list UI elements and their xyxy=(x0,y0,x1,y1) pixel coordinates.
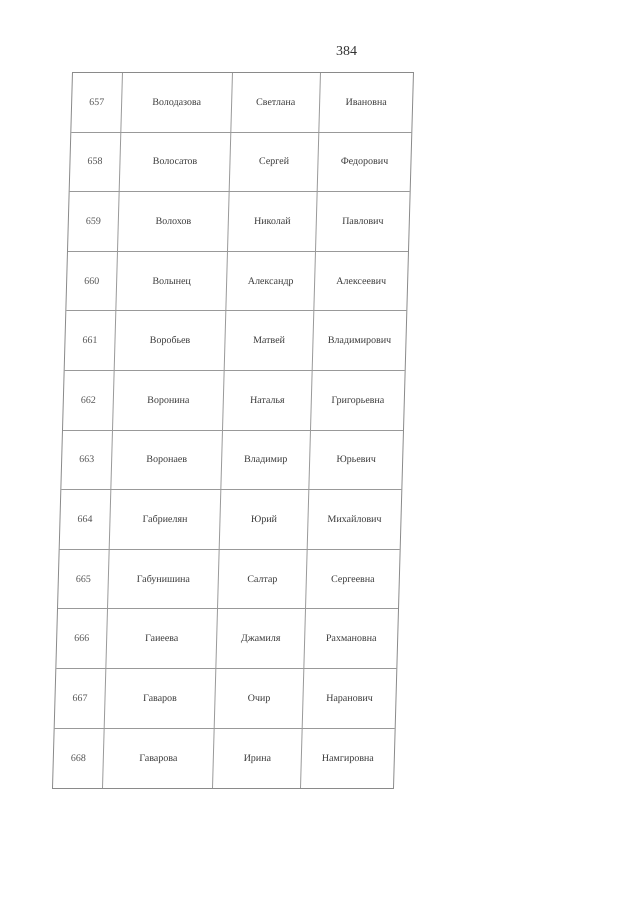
patronymic-cell: Рахмановна xyxy=(325,633,377,645)
row-number: 663 xyxy=(61,431,113,490)
last-name-cell: Волохов xyxy=(118,192,230,251)
first-name-cell: Светлана xyxy=(231,73,321,132)
names-table xyxy=(52,72,414,789)
first-name-cell: Очир xyxy=(215,669,305,728)
row-number: 665 xyxy=(58,550,110,609)
patronymic-cell: Михайлович xyxy=(327,513,382,525)
row-number: 666 xyxy=(56,609,108,668)
first-name-cell: Сергей xyxy=(230,133,320,192)
table-row xyxy=(66,252,408,312)
row-number: 659 xyxy=(68,192,120,251)
table-row xyxy=(61,431,403,491)
row-number: 660 xyxy=(66,252,118,311)
last-name-cell: Гаиеева xyxy=(106,609,218,668)
table-row xyxy=(70,133,412,193)
table-row xyxy=(60,490,402,550)
row-number: 662 xyxy=(63,371,115,430)
first-name-cell: Александр xyxy=(226,252,316,311)
patronymic-cell: Намгировна xyxy=(321,752,374,764)
patronymic-cell: Павлович xyxy=(341,215,384,227)
first-name-cell: Николай xyxy=(228,192,318,251)
first-name-cell: Матвей xyxy=(225,311,315,370)
patronymic-cell: Федорович xyxy=(340,156,389,168)
patronymic-cell: Владимирович xyxy=(327,335,392,347)
last-name-cell: Гаваров xyxy=(105,669,217,728)
row-number: 664 xyxy=(60,490,112,549)
table-row xyxy=(63,371,405,431)
last-name-cell: Гаварова xyxy=(103,729,215,789)
first-name-cell: Наталья xyxy=(223,371,313,430)
last-name-cell: Воробьев xyxy=(115,311,227,370)
patronymic-cell: Алексеевич xyxy=(336,275,387,287)
row-number: 658 xyxy=(70,133,122,192)
table-row xyxy=(56,609,398,669)
patronymic-cell: Ивановна xyxy=(345,96,387,108)
last-name-cell: Волынец xyxy=(116,252,228,311)
table-row xyxy=(71,73,413,133)
table-row xyxy=(58,550,400,610)
table-row xyxy=(68,192,410,252)
patronymic-cell: Наранович xyxy=(326,692,373,704)
patronymic-cell: Юрьевич xyxy=(336,454,377,466)
last-name-cell: Волосатов xyxy=(120,133,232,192)
last-name-cell: Габриелян xyxy=(110,490,222,549)
row-number: 668 xyxy=(53,729,105,789)
row-number: 657 xyxy=(71,73,123,132)
first-name-cell: Владимир xyxy=(221,431,311,490)
row-number: 667 xyxy=(55,669,107,728)
row-number: 661 xyxy=(65,311,117,370)
last-name-cell: Володазова xyxy=(121,73,233,132)
first-name-cell: Салтар xyxy=(218,550,308,609)
page-number: 384 xyxy=(336,44,357,59)
last-name-cell: Воронина xyxy=(113,371,225,430)
last-name-cell: Габунишина xyxy=(108,550,220,609)
table-row xyxy=(55,669,397,729)
last-name-cell: Воронаев xyxy=(111,431,223,490)
first-name-cell: Юрий xyxy=(220,490,310,549)
patronymic-cell: Григорьевна xyxy=(331,394,385,406)
first-name-cell: Джамиля xyxy=(216,609,306,668)
table-row xyxy=(65,311,407,371)
patronymic-cell: Сергеевна xyxy=(330,573,375,585)
first-name-cell: Ирина xyxy=(213,729,303,789)
table-row xyxy=(53,729,395,789)
